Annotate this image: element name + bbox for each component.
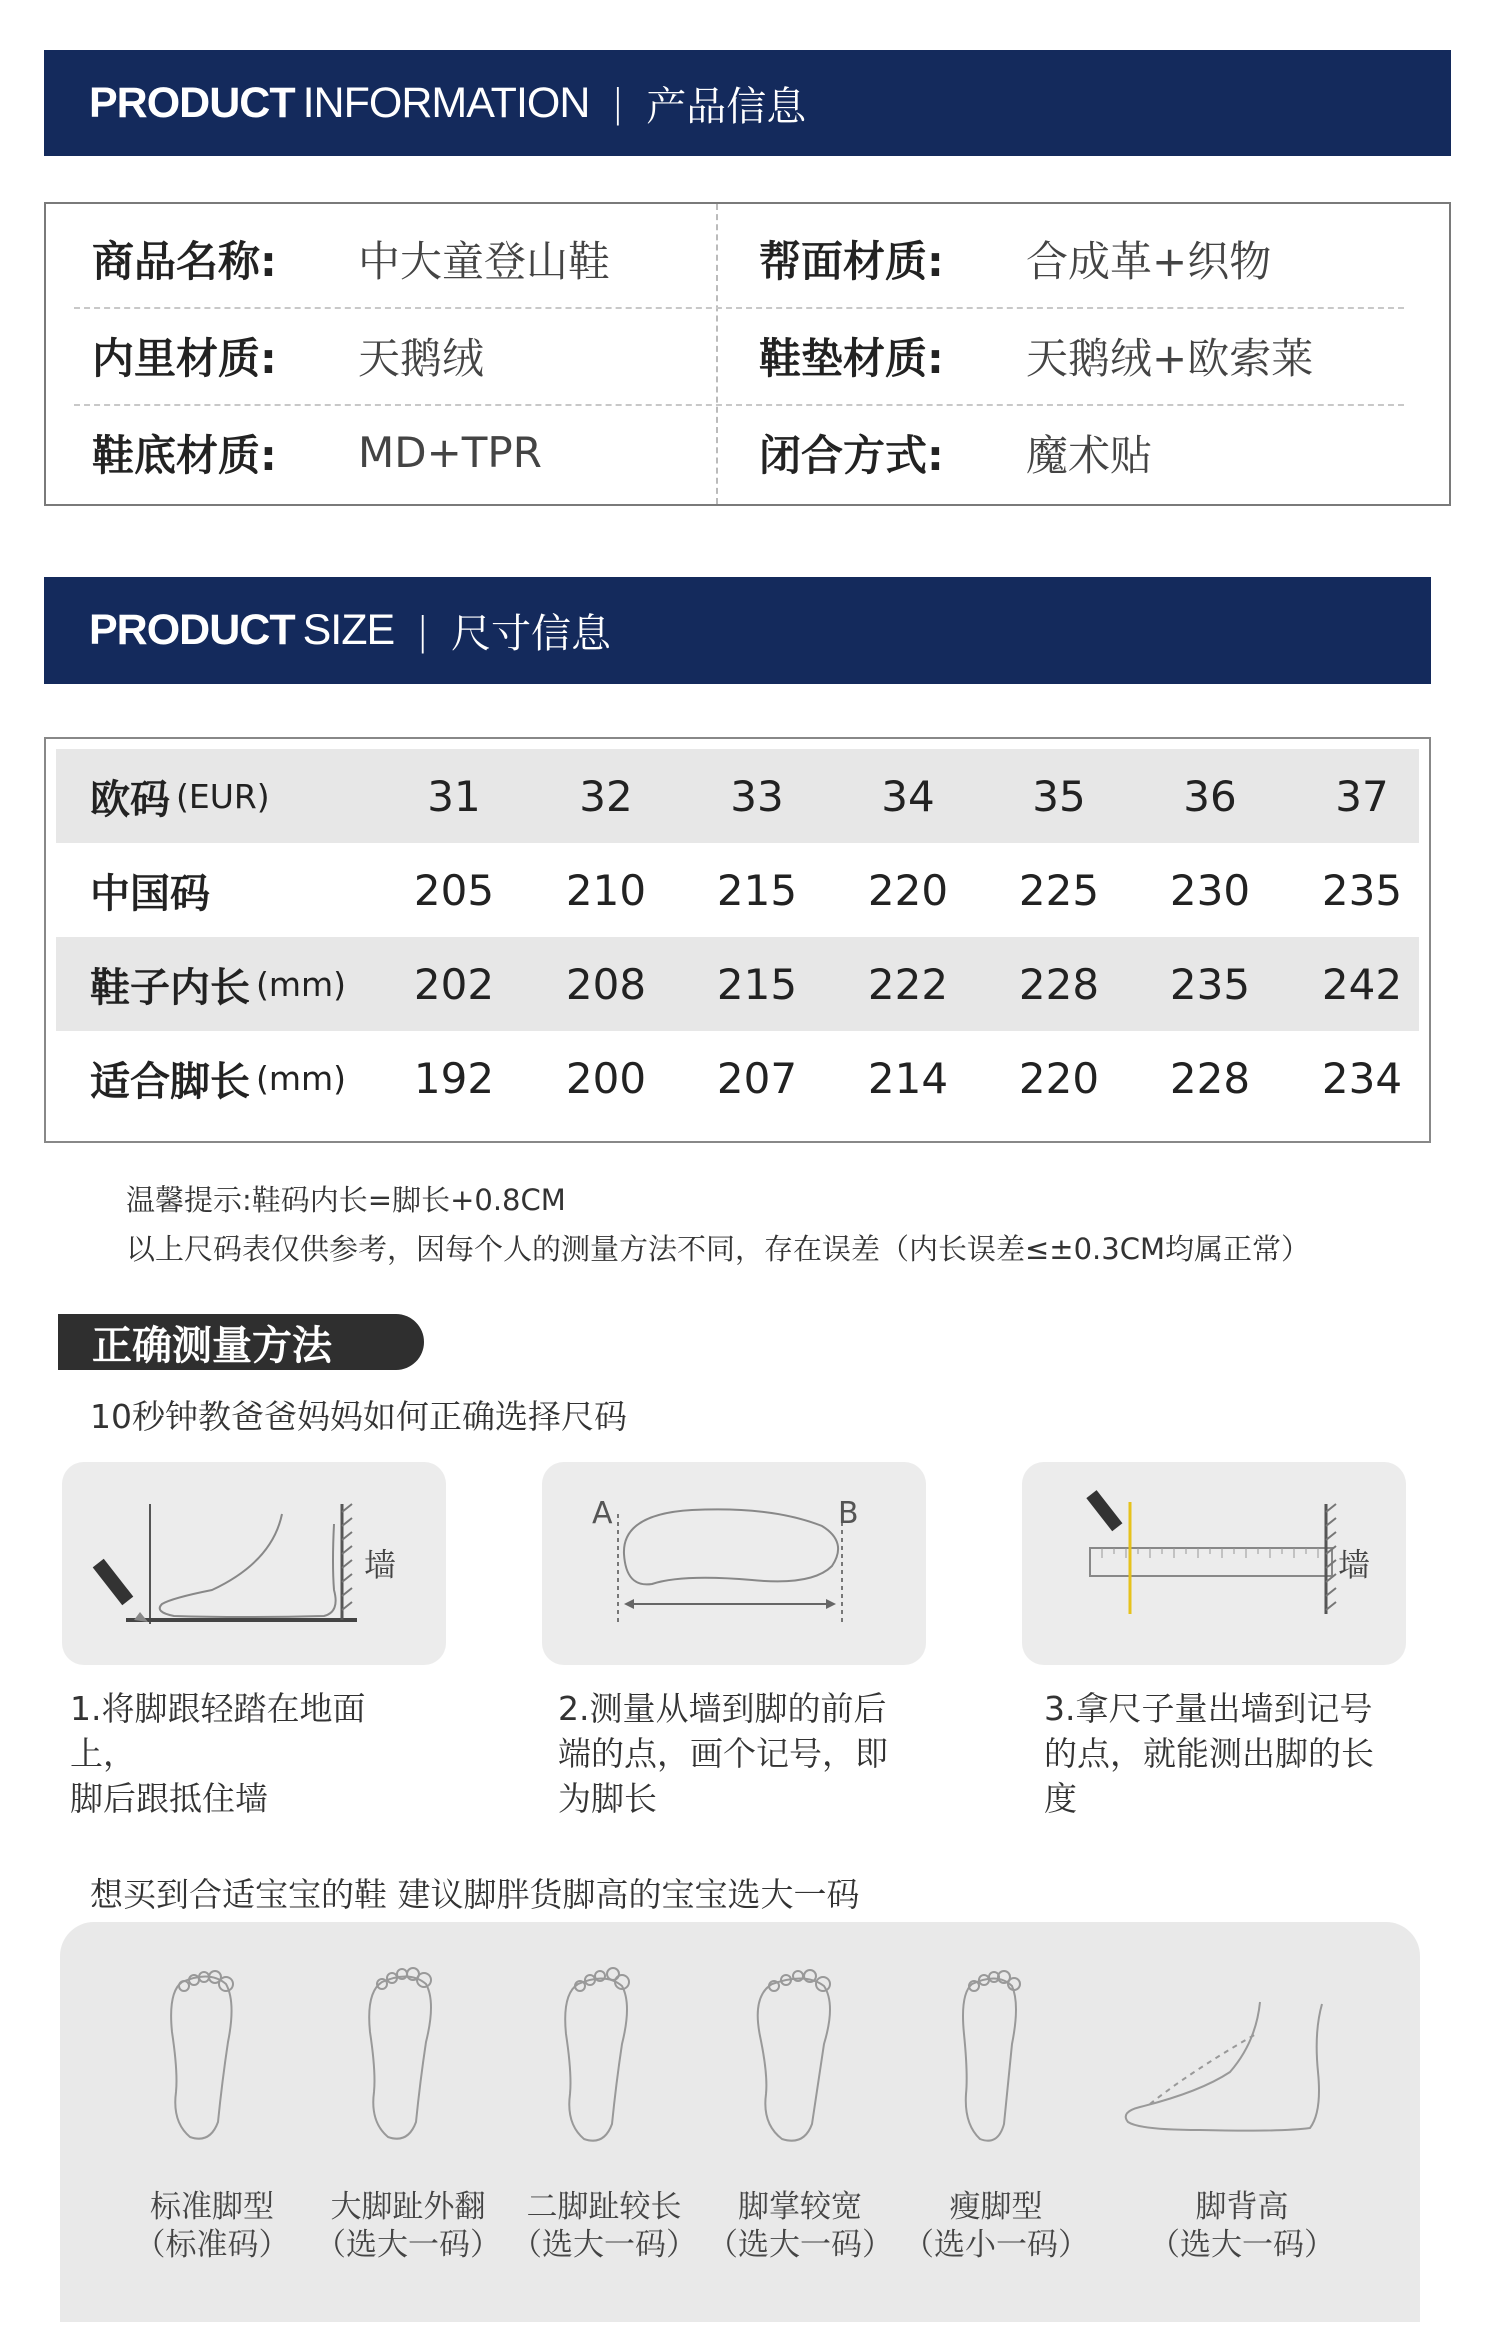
banner-title: SIZE <box>302 606 395 654</box>
info-divider <box>716 204 718 504</box>
banner-title-cn: 尺寸信息 <box>451 611 611 657</box>
step3-illustration <box>1022 1462 1406 1665</box>
tip-line: 以上尺码表仅供参考，因每个人的测量方法不同，存在误差（内长误差≤±0.3CM均属正常） <box>126 1232 1310 1266</box>
row-label-text: 中国码 <box>90 870 210 917</box>
size-cell: 242 <box>1321 959 1403 1009</box>
product-info-table <box>44 202 1451 506</box>
size-row-cn <box>56 843 1419 937</box>
measure-title: 正确测量方法 <box>58 1314 424 1370</box>
size-cell: 36 <box>1183 771 1237 821</box>
step-text-line: 2.测量从墙到脚的前后 <box>558 1689 887 1728</box>
size-cell: 215 <box>716 865 798 915</box>
info-cell <box>759 210 944 307</box>
foot-outline-measure-icon <box>542 1462 926 1665</box>
size-cell: 34 <box>881 771 935 821</box>
step-text-line: 的点，就能测出脚的长 <box>1044 1734 1374 1773</box>
measure-subtitle: 10秒钟教爸爸妈妈如何正确选择尺码 <box>90 1397 627 1436</box>
size-cell: 35 <box>1032 771 1086 821</box>
foot-type-name: 标准脚型 <box>150 2189 274 2225</box>
banner-separator: | <box>416 608 429 653</box>
info-label: 商品名称: <box>92 236 277 286</box>
foot-type-tip: （选大一码） <box>315 2227 501 2263</box>
tip-line: 温馨提示:鞋码内长=脚长+0.8CM <box>126 1183 566 1217</box>
info-cell <box>1026 307 1313 404</box>
size-cell: 37 <box>1335 771 1389 821</box>
info-label: 内里材质: <box>92 333 277 383</box>
size-cell: 214 <box>867 1053 949 1103</box>
banner-title-cn: 产品信息 <box>646 83 807 130</box>
step-text-line: 3.拿尺子量出墙到记号 <box>1044 1689 1373 1728</box>
info-cell <box>759 307 944 404</box>
row-label-text: 适合脚长 <box>90 1058 250 1105</box>
size-row-foot-length <box>56 1031 1419 1125</box>
size-cell: 200 <box>565 1053 647 1103</box>
size-cell: 235 <box>1321 865 1403 915</box>
info-value: 天鹅绒 <box>358 333 485 383</box>
banner-title-bold: PRODUCT <box>89 606 295 654</box>
point-b-label: B <box>838 1496 859 1531</box>
step1-illustration <box>62 1462 446 1665</box>
row-unit: (mm) <box>256 1058 347 1098</box>
foot-type-name: 二脚趾较长 <box>526 2189 682 2225</box>
info-cell <box>92 404 277 501</box>
size-row-label <box>90 1031 346 1125</box>
point-a-label: A <box>592 1496 613 1531</box>
size-cell: 225 <box>1018 865 1100 915</box>
foot-type-tip: （选大一码） <box>511 2227 697 2263</box>
size-cell: 215 <box>716 959 798 1009</box>
size-row-label <box>90 843 216 937</box>
size-cell: 220 <box>867 865 949 915</box>
size-cell: 235 <box>1169 959 1251 1009</box>
foot-type-name: 脚背高 <box>1195 2189 1289 2225</box>
product-information-banner <box>44 50 1451 156</box>
foot-type-long-second-toe <box>504 2188 704 2264</box>
wall-label: 墙 <box>1338 1546 1371 1584</box>
size-advice: 想买到合适宝宝的鞋 建议脚胖货脚高的宝宝选大一码 <box>90 1875 860 1914</box>
step3-text <box>1044 1686 1404 1821</box>
size-cell: 33 <box>730 771 784 821</box>
info-label: 鞋垫材质: <box>759 333 944 383</box>
foot-type-slim <box>896 2188 1096 2264</box>
size-cell: 228 <box>1018 959 1100 1009</box>
foot-type-bunion <box>308 2188 508 2264</box>
row-label-text: 鞋子内长 <box>90 964 250 1011</box>
step-text-line: 端的点，画个记号，即 <box>558 1734 888 1773</box>
step-text-line: 为脚长 <box>558 1779 657 1818</box>
size-cell: 31 <box>427 771 481 821</box>
info-value: 魔术贴 <box>1026 430 1153 480</box>
size-cell: 230 <box>1169 865 1251 915</box>
foot-type-name: 大脚趾外翻 <box>330 2189 486 2225</box>
info-cell <box>1026 404 1152 501</box>
info-label: 帮面材质: <box>759 236 944 286</box>
info-cell <box>358 404 542 501</box>
size-table <box>44 737 1431 1143</box>
info-cell <box>358 307 484 404</box>
size-row-inner-length <box>56 937 1419 1031</box>
info-cell <box>92 307 277 404</box>
step-text-line: 脚后跟抵住墙 <box>70 1779 268 1818</box>
info-cell <box>92 210 277 307</box>
row-unit: (mm) <box>256 964 347 1004</box>
foot-type-name: 瘦脚型 <box>949 2189 1043 2225</box>
size-cell: 210 <box>565 865 647 915</box>
info-value: 天鹅绒+欧索莱 <box>1026 333 1314 383</box>
step2-illustration <box>542 1462 926 1665</box>
product-size-banner <box>44 577 1431 684</box>
foot-type-tip: （标准码） <box>134 2227 290 2263</box>
info-label: 鞋底材质: <box>92 430 277 480</box>
foot-type-tip: （选大一码） <box>1149 2227 1335 2263</box>
info-value: MD+TPR <box>358 428 542 477</box>
size-cell: 208 <box>565 959 647 1009</box>
banner-title-bold: PRODUCT <box>89 78 295 127</box>
foot-type-tip: （选大一码） <box>707 2227 893 2263</box>
row-unit: (EUR) <box>176 776 270 816</box>
step1-text <box>70 1686 430 1821</box>
size-row-label <box>90 749 270 843</box>
step-text-line: 1.将脚跟轻踏在地面上， <box>70 1689 366 1773</box>
banner-title: INFORMATION <box>302 78 590 127</box>
foot-type-tip: （选小一码） <box>903 2227 1089 2263</box>
size-cell: 228 <box>1169 1053 1251 1103</box>
info-cell <box>358 210 610 307</box>
wall-label: 墙 <box>364 1546 397 1584</box>
row-label-text: 欧码 <box>90 776 170 823</box>
info-cell <box>759 404 944 501</box>
size-row-eur <box>56 749 1419 843</box>
size-cell: 205 <box>413 865 495 915</box>
size-cell: 202 <box>413 959 495 1009</box>
size-cell: 234 <box>1321 1053 1403 1103</box>
info-label: 闭合方式: <box>759 430 944 480</box>
info-cell <box>1026 210 1271 307</box>
size-row-label <box>90 937 346 1031</box>
foot-type-standard <box>112 2188 312 2264</box>
size-cell: 207 <box>716 1053 798 1103</box>
banner-separator: | <box>611 81 625 125</box>
size-cell: 192 <box>413 1053 495 1103</box>
info-value: 中大童登山鞋 <box>358 236 611 286</box>
size-cell: 222 <box>867 959 949 1009</box>
step2-text <box>558 1686 918 1821</box>
foot-type-name: 脚掌较宽 <box>738 2189 862 2225</box>
size-cell: 32 <box>579 771 633 821</box>
size-cell: 220 <box>1018 1053 1100 1103</box>
info-value: 合成革+织物 <box>1026 236 1272 286</box>
step-text-line: 度 <box>1044 1779 1077 1818</box>
foot-type-high-instep <box>1142 2188 1342 2264</box>
foot-type-wide <box>700 2188 900 2264</box>
